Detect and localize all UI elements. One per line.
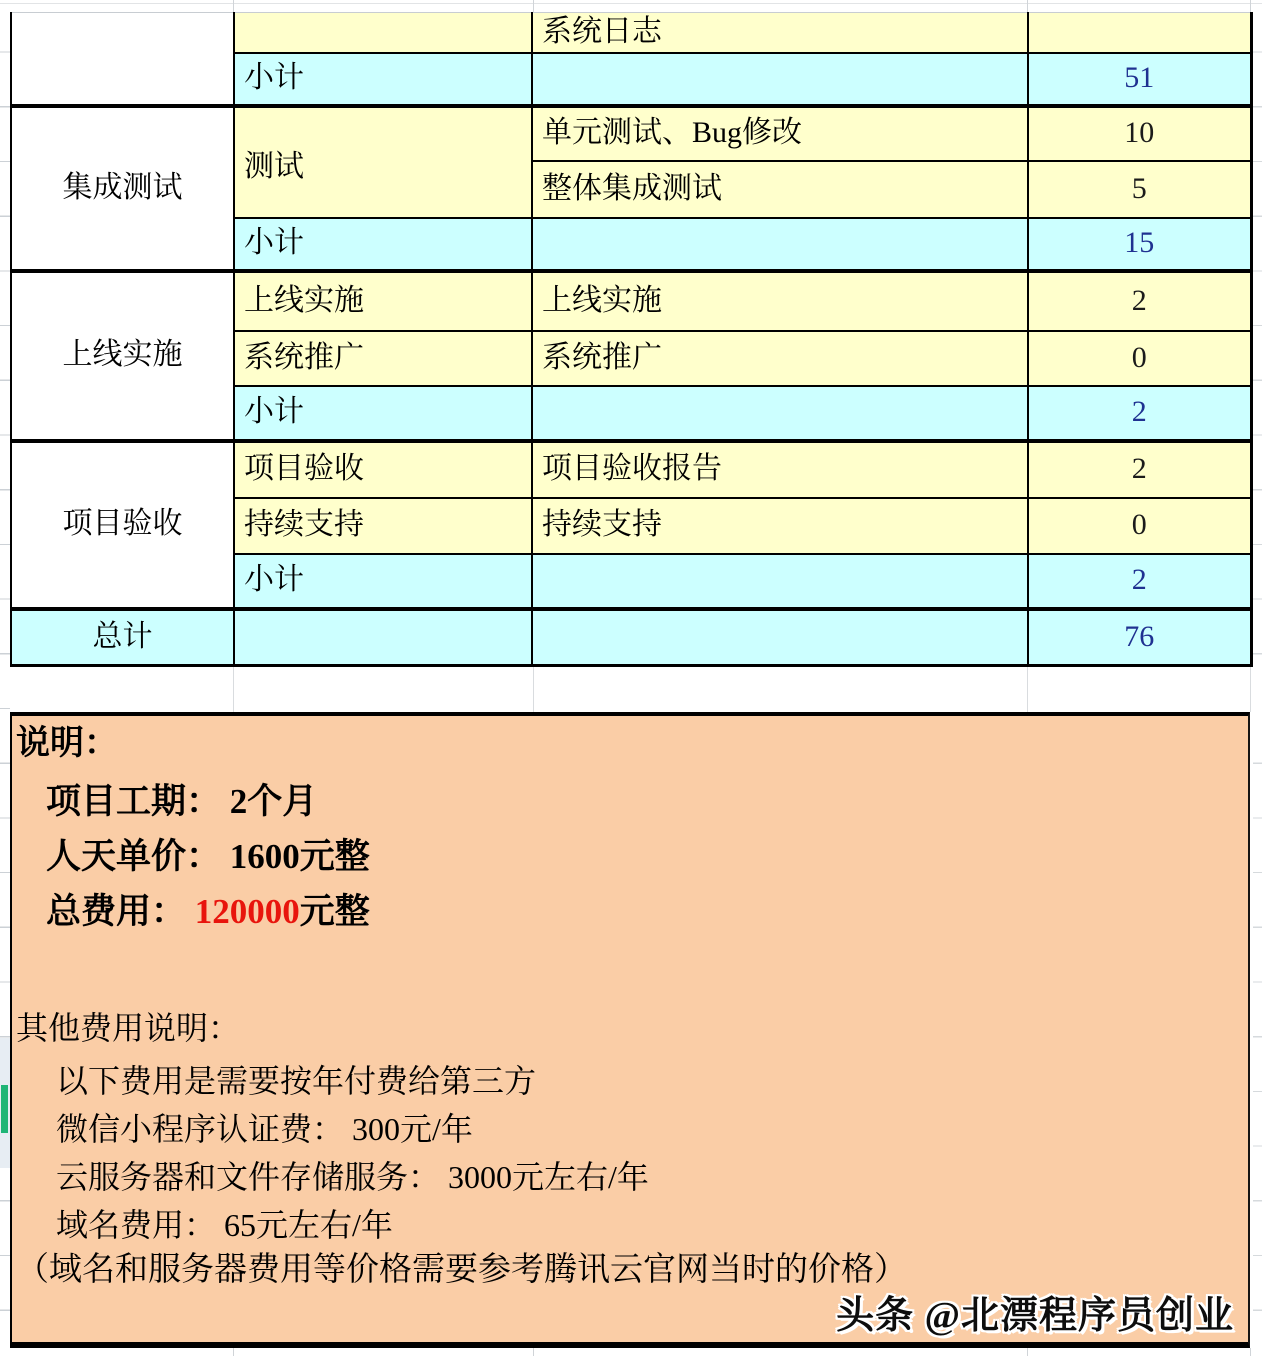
sheet-selection-marker <box>1 1085 8 1133</box>
task-cell-support[interactable]: 持续支持 <box>532 498 1028 554</box>
subtotal-value-cell[interactable]: 51 <box>1028 53 1251 106</box>
note-line-total-fee <box>46 892 370 932</box>
note-line-wechat-cert-fee: 微信小程序认证费： 300元/年 <box>56 1111 473 1147</box>
module-cell[interactable] <box>234 13 532 53</box>
phase-cell-acceptance[interactable]: 项目验收 <box>11 441 234 609</box>
subtotal-value-cell[interactable]: 15 <box>1028 218 1251 271</box>
notes-heading: 说明： <box>16 725 118 762</box>
note-line-cloud-server-fee: 云服务器和文件存储服务： 3000元左右/年 <box>56 1159 649 1195</box>
total-value-cell[interactable]: 76 <box>1028 609 1251 666</box>
subtotal-label-cell[interactable]: 小计 <box>234 218 532 271</box>
subtotal-label-cell[interactable]: 小计 <box>234 53 532 106</box>
sheet-gridline <box>1027 1348 1028 1356</box>
days-cell[interactable]: 0 <box>1028 331 1251 386</box>
sheet-gridline-col2 <box>533 0 534 12</box>
sheet-gridline-col3 <box>1027 0 1028 12</box>
task-cell-launch[interactable]: 上线实施 <box>532 271 1028 331</box>
module-cell-test[interactable]: 测试 <box>234 106 532 218</box>
sheet-gridline-col1 <box>233 0 234 12</box>
sheet-bottom-strip <box>0 1348 1262 1356</box>
module-cell-promotion[interactable]: 系统推广 <box>234 331 532 386</box>
total-fee-amount: 120000 <box>194 892 300 931</box>
watermark-toutiao-handle: 头条 @北漂程序员创业 <box>836 1295 1234 1337</box>
days-cell[interactable]: 2 <box>1028 441 1251 498</box>
total-fee-suffix: 元整 <box>299 892 370 931</box>
subtotal-spacer-cell[interactable] <box>532 554 1028 609</box>
days-cell[interactable]: 10 <box>1028 106 1251 161</box>
sheet-gridline-col4 <box>1250 0 1251 12</box>
note-line-project-duration: 项目工期： 2个月 <box>46 782 318 821</box>
sheet-gridline <box>1250 1348 1251 1356</box>
note-line-yearly-payment: 以下费用是需要按年付费给第三方 <box>56 1063 537 1099</box>
task-cell-unit-test[interactable]: 单元测试、Bug修改 <box>532 106 1028 161</box>
module-cell-acceptance[interactable]: 项目验收 <box>234 441 532 498</box>
days-cell[interactable]: 5 <box>1028 161 1251 218</box>
phase-cell-launch[interactable]: 上线实施 <box>11 271 234 441</box>
sheet-gridline <box>533 1348 534 1356</box>
sheet-gridline <box>233 1348 234 1356</box>
subtotal-spacer-cell[interactable] <box>532 386 1028 441</box>
subtotal-spacer-cell[interactable] <box>532 53 1028 106</box>
total-spacer-cell[interactable] <box>234 609 532 666</box>
other-fees-heading: 其他费用说明： <box>16 1010 241 1046</box>
sheet-gridline-top <box>0 3 1262 4</box>
sheet-gridline <box>1250 665 1251 712</box>
days-cell[interactable] <box>1028 13 1251 53</box>
module-cell-support[interactable]: 持续支持 <box>234 498 532 554</box>
phase-cell-top[interactable] <box>11 13 234 106</box>
total-label-cell[interactable]: 总计 <box>11 609 234 666</box>
total-fee-label: 总费用： <box>46 892 195 931</box>
sheet-gridline <box>533 665 534 712</box>
note-line-daily-rate: 人天单价： 1600元整 <box>46 837 370 876</box>
task-cell-integration[interactable]: 整体集成测试 <box>532 161 1028 218</box>
task-cell-acceptance-report[interactable]: 项目验收报告 <box>532 441 1028 498</box>
note-line-domain-fee: 域名费用： 65元左右/年 <box>56 1207 393 1243</box>
days-cell[interactable]: 0 <box>1028 498 1251 554</box>
phase-cell-integration-test[interactable]: 集成测试 <box>11 106 234 271</box>
subtotal-value-cell[interactable]: 2 <box>1028 554 1251 609</box>
days-cell[interactable]: 2 <box>1028 271 1251 331</box>
total-spacer-cell[interactable] <box>532 609 1028 666</box>
subtotal-spacer-cell[interactable] <box>532 218 1028 271</box>
sheet-gridline <box>233 665 234 712</box>
estimate-table <box>10 12 1253 667</box>
subtotal-value-cell[interactable]: 2 <box>1028 386 1251 441</box>
subtotal-label-cell[interactable]: 小计 <box>234 386 532 441</box>
notes-panel[interactable] <box>10 712 1250 1348</box>
task-cell-promotion[interactable]: 系统推广 <box>532 331 1028 386</box>
sheet-gap-strip <box>10 665 1262 712</box>
sheet-gridline <box>1027 665 1028 712</box>
note-footnote-pricing: （域名和服务器费用等价格需要参考腾讯云官网当时的价格） <box>16 1252 907 1288</box>
module-cell-launch[interactable]: 上线实施 <box>234 271 532 331</box>
subtotal-label-cell[interactable]: 小计 <box>234 554 532 609</box>
task-cell-system-log[interactable]: 系统日志 <box>532 13 1028 53</box>
